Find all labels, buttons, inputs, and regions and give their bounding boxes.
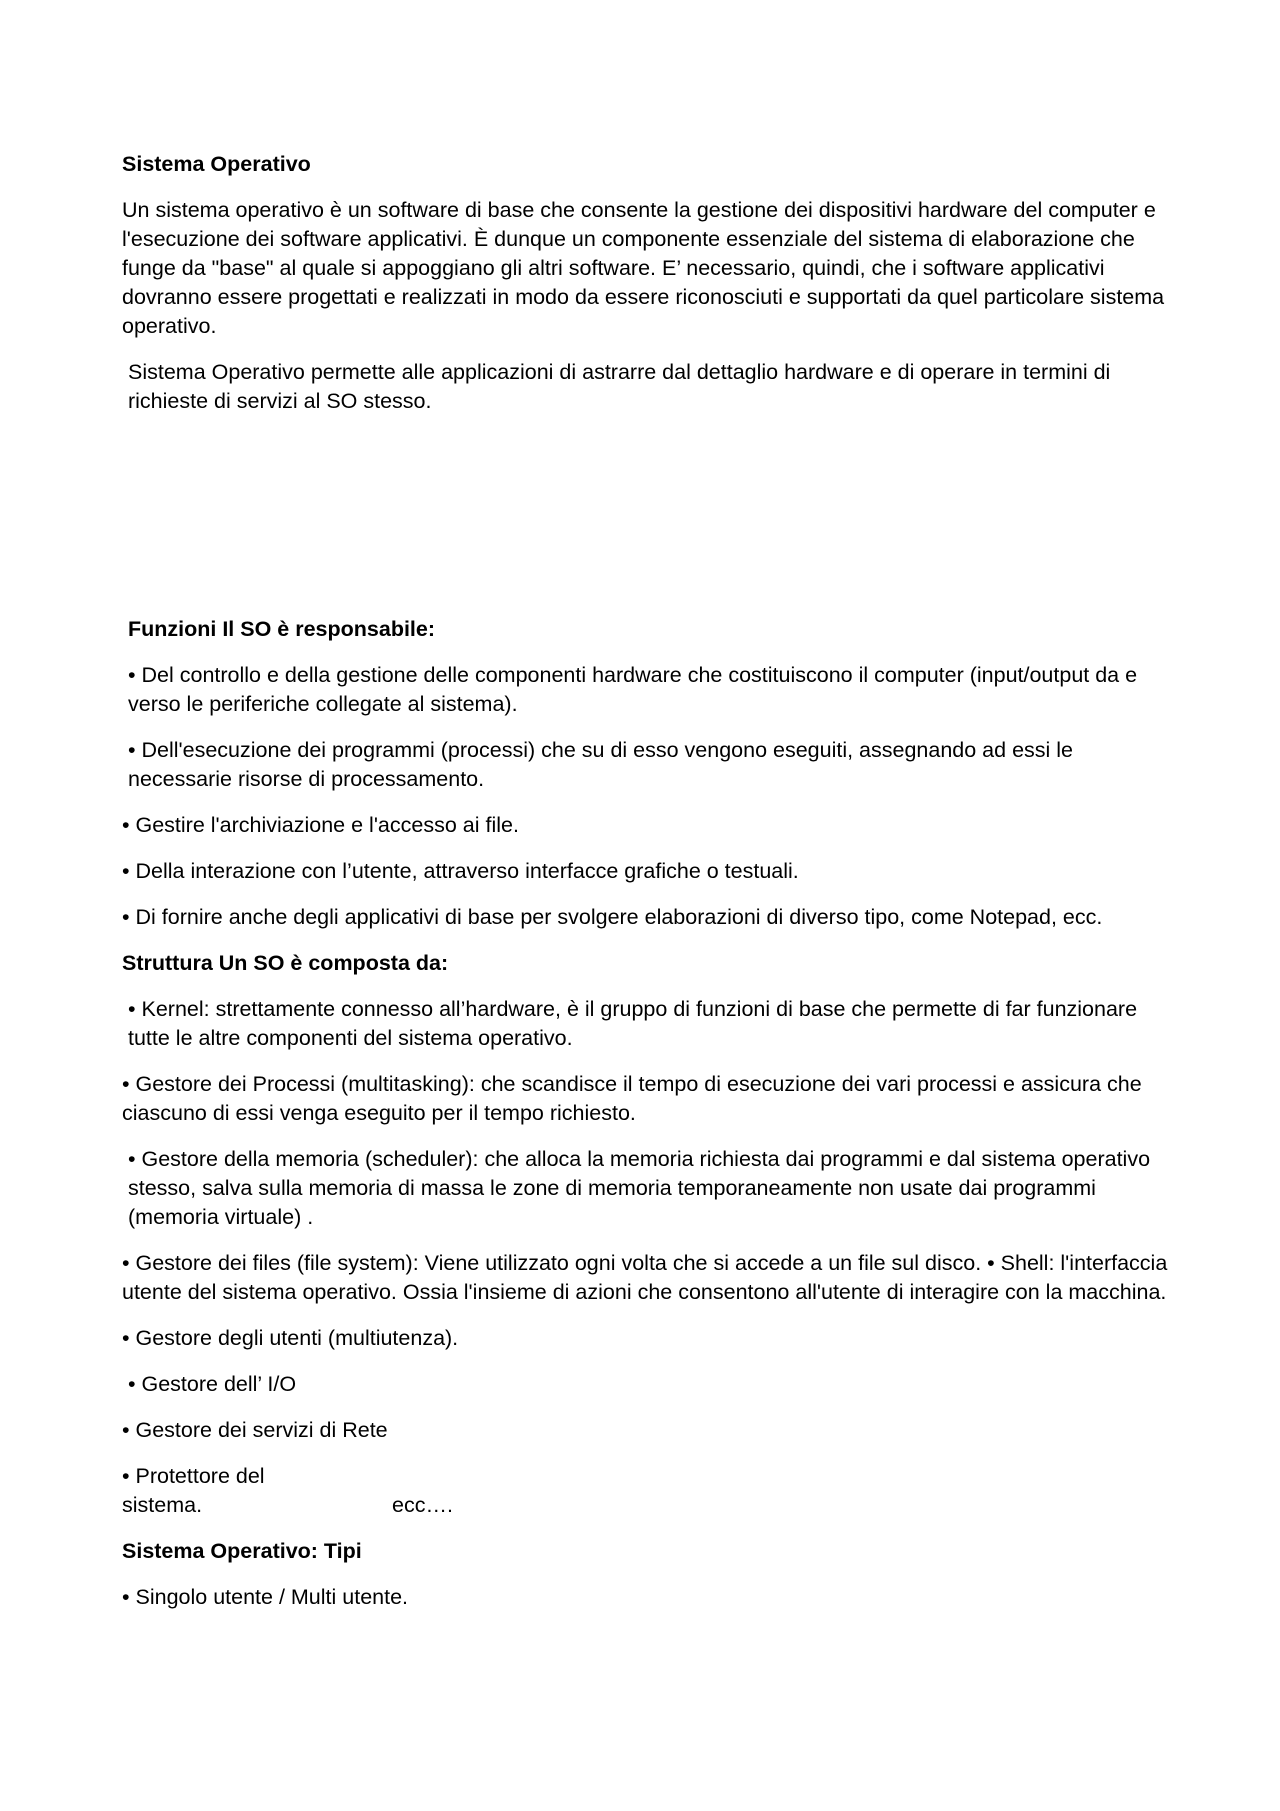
ecc-suffix: ecc…. <box>392 1493 453 1517</box>
list-item-struttura-last <box>122 1462 1172 1520</box>
list-item-struttura: • Gestore degli utenti (multiutenza). <box>122 1326 459 1350</box>
heading-funzioni: Funzioni Il SO è responsabile: <box>128 617 436 641</box>
heading-tipi: Sistema Operativo: Tipi <box>122 1539 362 1563</box>
list-item-funzioni: • Gestire l'archiviazione e l'accesso ai file. <box>122 813 519 837</box>
document-page <box>122 150 1172 1629</box>
list-item-text: • Protettore del sistema. <box>122 1464 265 1517</box>
list-item-struttura: • Gestore dei servizi di Rete <box>122 1418 388 1442</box>
list-item-tipi: • Singolo utente / Multi utente. <box>122 1585 409 1609</box>
list-item-funzioni: • Di fornire anche degli applicativi di base per svolgere elaborazioni di diverso tipo, come Notepad, ecc. <box>122 905 1103 929</box>
blank-gap <box>122 433 1172 615</box>
heading-struttura: Struttura Un SO è composta da: <box>122 951 449 975</box>
list-item-struttura: • Gestore dei Processi (multitasking): che scandisce il tempo di esecuzione dei vari processi e assicura che ciascuno di essi venga eseguito per il tempo richiesto. <box>122 1072 1142 1125</box>
list-item-struttura: • Gestore dei files (file system): Viene utilizzato ogni volta che si accede a un file sul disco. • Shell: l'interfaccia utente del sistema operativo. Ossia l'insieme di azioni che consentono all'utente di interagire con la macchina. <box>122 1251 1168 1304</box>
list-item-funzioni: • Della interazione con l’utente, attraverso interfacce grafiche o testuali. <box>122 859 799 883</box>
list-item-funzioni: • Dell'esecuzione dei programmi (processi) che su di esso vengono eseguiti, assegnando ad essi le necessarie risorse di processamento. <box>128 738 1074 791</box>
list-item-funzioni: • Del controllo e della gestione delle componenti hardware che costituiscono il computer (input/output da e verso le periferiche collegate al sistema). <box>128 663 1138 716</box>
paragraph-intro: Un sistema operativo è un software di base che consente la gestione dei dispositivi hardware del computer e l'esecuzione dei software applicativi. È dunque un componente essenziale del sistema di elaborazione che funge da "base" al quale si appoggiano gli altri software. E’ necessario, quindi, che i software applicativi dovranno essere progettati e realizzati in modo da essere riconosciuti e supportati da quel particolare sistema operativo. <box>122 198 1165 338</box>
list-item-struttura: • Kernel: strettamente connesso all’hardware, è il gruppo di funzioni di base che permette di far funzionare tutte le altre componenti del sistema operativo. <box>128 997 1138 1050</box>
heading-sistema-operativo: Sistema Operativo <box>122 152 311 176</box>
list-item-struttura: • Gestore della memoria (scheduler): che alloca la memoria richiesta dai programmi e dal sistema operativo stesso, salva sulla memoria di massa le zone di memoria temporaneamente non usate dai programmi (memoria virtuale) . <box>128 1147 1151 1229</box>
list-item-struttura: • Gestore dell’ I/O <box>128 1372 297 1396</box>
paragraph-astrazione: Sistema Operativo permette alle applicazioni di astrarre dal dettaglio hardware e di operare in termini di richieste di servizi al SO stesso. <box>128 360 1111 413</box>
